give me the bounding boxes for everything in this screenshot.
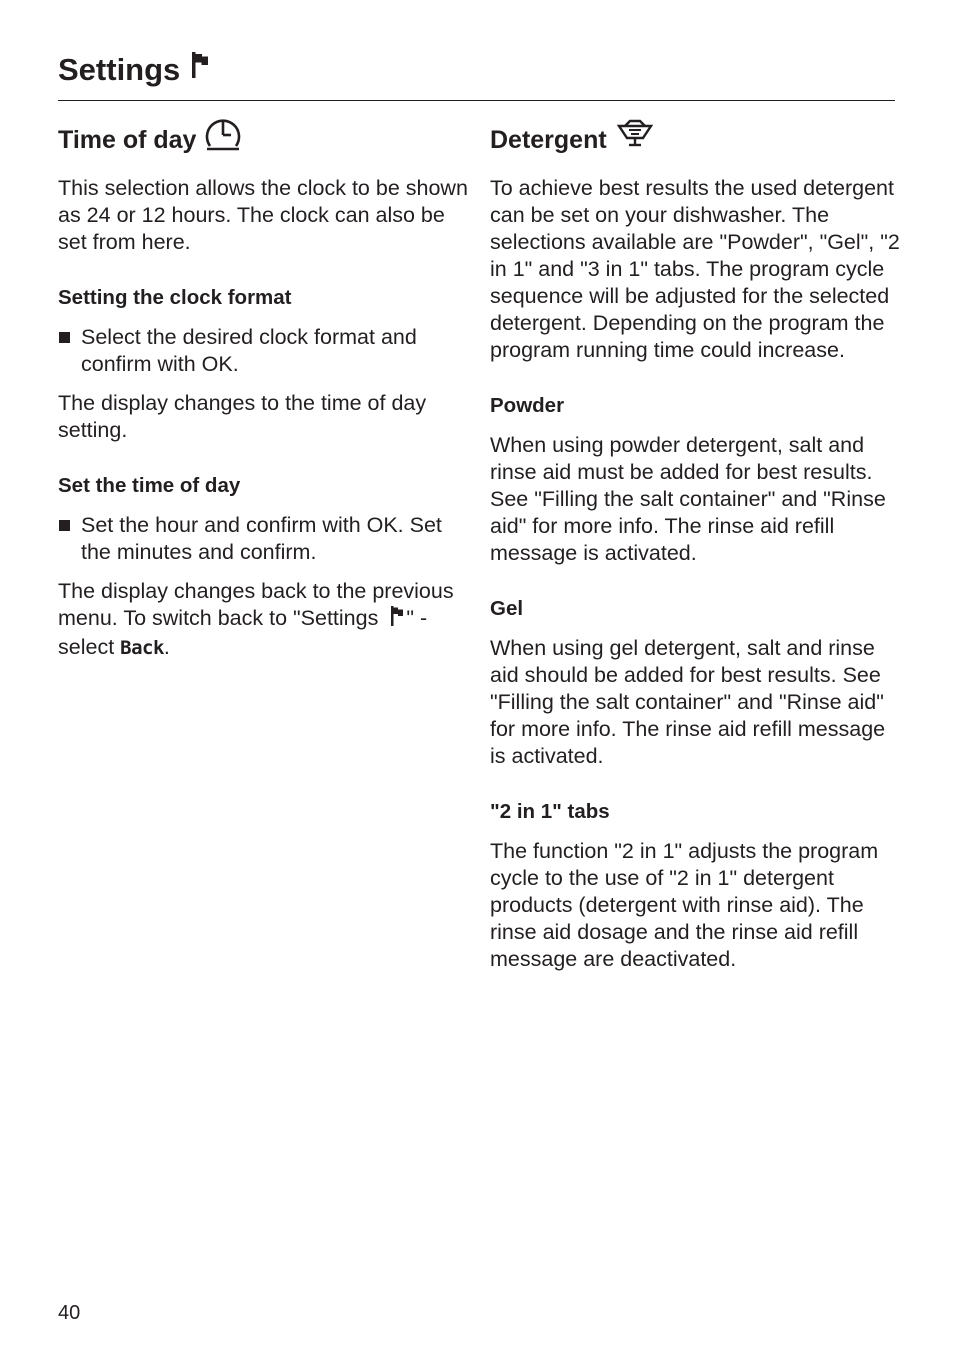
bullet-square-icon	[59, 332, 70, 343]
flag-icon	[190, 50, 210, 90]
setting-clock-format-heading: Setting the clock format	[58, 286, 292, 309]
time-of-day-intro: This selection allows the clock to be shown as 24 or 12 hours. The clock can also be set from here.	[58, 176, 468, 254]
set-time-after-part2: " - select	[58, 606, 428, 659]
powder-heading: Powder	[490, 394, 565, 417]
back-display-text: Back	[120, 637, 164, 659]
detergent-icon	[613, 118, 657, 162]
set-time-bullet	[58, 512, 468, 566]
page-title-text: Settings	[58, 52, 181, 87]
set-time-after-part1: The display changes back to the previous menu. To switch back to "Settings	[58, 579, 454, 630]
page-number: 40	[58, 1302, 81, 1324]
set-time-of-day-heading: Set the time of day	[58, 474, 241, 497]
clock-format-bullet-text: Select the desired clock format and confirm with OK.	[81, 325, 417, 376]
detergent-intro: To achieve best results the used detergent can be set on your dishwasher. The selections available are "Powder", "Gel", "2 in 1" and "3 in 1" tabs. The program cycle sequence will be adjusted for the selected detergent. Depending on the program the program running time could increase.	[490, 176, 900, 362]
time-of-day-heading	[58, 118, 468, 162]
page-title	[58, 50, 895, 90]
two-in-one-text: The function "2 in 1" adjusts the program cycle to the use of "2 in 1" detergent products (detergent with rinse aid). The rinse aid dosage and the rinse aid refill message are deactivated.	[490, 839, 879, 971]
set-time-after	[58, 578, 468, 662]
clock-format-bullet	[58, 324, 468, 378]
time-of-day-heading-text: Time of day	[58, 126, 197, 154]
page-header	[58, 50, 895, 101]
gel-text: When using gel detergent, salt and rinse aid should be added for best results. See "Filling the salt container" and "Rinse aid" for more info. The rinse aid refill message is activated.	[490, 636, 886, 768]
set-time-after-end: .	[163, 635, 170, 659]
time-of-day-column	[58, 118, 468, 662]
clock-format-after: The display changes to the time of day setting.	[58, 391, 427, 442]
detergent-heading	[490, 118, 900, 162]
flag-icon	[390, 605, 404, 634]
bullet-square-icon	[59, 520, 70, 531]
set-time-bullet-text: Set the hour and confirm with OK. Set the minutes and confirm.	[81, 513, 442, 564]
clock-icon	[202, 112, 244, 168]
powder-text: When using powder detergent, salt and rinse aid must be added for best results. See "Filling the salt container" and "Rinse aid" for more info. The rinse aid refill message is activated.	[490, 433, 886, 565]
detergent-heading-text: Detergent	[490, 126, 607, 154]
gel-heading: Gel	[490, 597, 524, 620]
two-in-one-heading: "2 in 1" tabs	[490, 800, 610, 823]
detergent-column	[490, 118, 900, 973]
